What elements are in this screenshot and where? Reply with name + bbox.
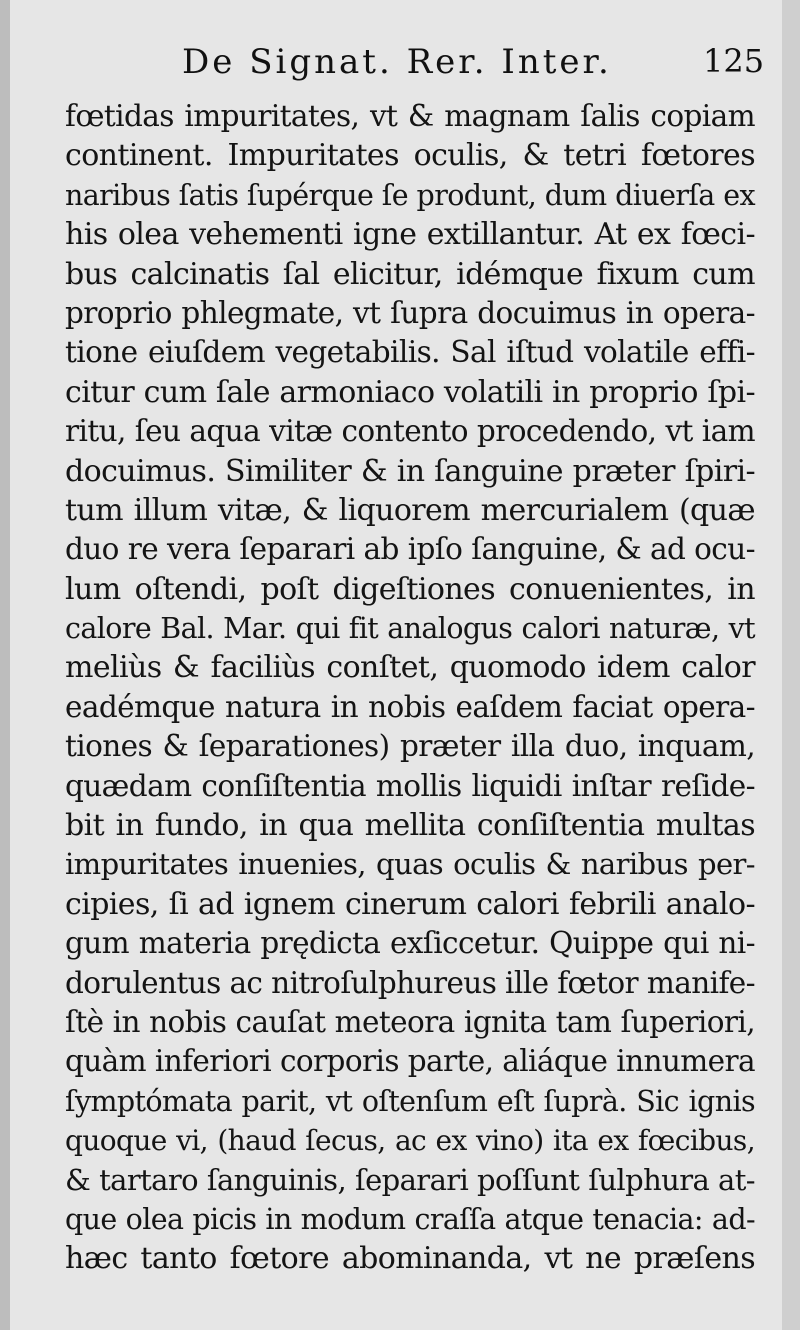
text-line: docuimus. Similiter & in ſanguine præter ſpiri- [65, 453, 755, 489]
text-line: duo re vera ſeparari ab ipſo ſanguine, & ad ocu- [65, 532, 755, 567]
text-line: proprio phlegmate, vt ſupra docuimus in opera- [65, 295, 755, 330]
text-line: continent. Impuritates oculis, & tetri fœtores [65, 138, 755, 174]
page-header [0, 42, 800, 94]
text-line: meliùs & faciliùs conſtet, quomodo idem calor [65, 650, 755, 686]
text-line: ſtè in nobis cauſat meteora ignita tam ſuperiori, [65, 1004, 755, 1039]
body-text [65, 97, 755, 1279]
text-line: impuritates inuenies, quas oculis & naribus per- [65, 847, 755, 882]
text-line: ſymptómata parit, vt oſtenſum eſt ſuprà. Sic ignis [65, 1084, 755, 1118]
text-line: citur cum ſale armoniaco volatili in proprio ſpi- [65, 374, 755, 410]
text-line: tione eiuſdem vegetabilis. Sal iſtud volatile effi- [65, 335, 755, 370]
page-number: 125 [703, 42, 765, 80]
text-line: hæc tanto fœtore abominanda, vt ne præſens [65, 1241, 755, 1277]
text-line: quoque vi, (haud ſecus, ac ex vino) ita ex fœcibus, [65, 1124, 755, 1158]
running-title: De Signat. Rer. Inter. [182, 42, 612, 82]
text-line: bus calcinatis ſal elicitur, idémque fixum cum [65, 256, 755, 292]
text-line: ritu, ſeu aqua vitæ contento procedendo, vt iam [65, 414, 755, 449]
text-line: que olea picis in modum craſſa atque tenacia: ad- [65, 1202, 755, 1236]
text-line: dorulentus ac nitroſulphureus ille fœtor manife- [65, 965, 755, 1000]
text-line: naribus ſatis ſupérque ſe produnt, dum diuerſa ex [65, 178, 755, 212]
text-line: bit in fundo, in qua mellita conſiſtentia multas [65, 808, 755, 844]
text-line: calore Bal. Mar. qui fit analogus calori naturæ, vt [65, 612, 755, 646]
text-line: cipies, ſi ad ignem cinerum calori febrili analo- [65, 886, 755, 922]
text-line: tiones & ſeparationes) præter illa duo, inquam, [65, 729, 755, 764]
text-line: quàm inferiori corporis parte, aliáque innumera [65, 1044, 755, 1079]
text-line: his olea vehementi igne extillantur. At ex fœci- [65, 217, 755, 253]
text-line: tum illum vitæ, & liquorem mercurialem (quæ [65, 492, 755, 528]
text-line: gum materia prędicta exſiccetur. Quippe qui ni- [65, 926, 755, 961]
text-line: & tartaro ſanguinis, ſeparari poſſunt ſulphura at- [65, 1162, 755, 1197]
page-left-edge [0, 0, 10, 1330]
page-right-edge [782, 0, 800, 1330]
text-line: eadémque natura in nobis eaſdem faciat opera- [65, 689, 755, 724]
text-line: fœtidas impuritates, vt & magnam ſalis copiam [65, 99, 755, 133]
text-line: quædam conſiſtentia mollis liquidi inſtar reſide- [65, 768, 755, 803]
text-line: lum oſtendi, poſt digeſtiones conuenientes, in [65, 571, 755, 607]
